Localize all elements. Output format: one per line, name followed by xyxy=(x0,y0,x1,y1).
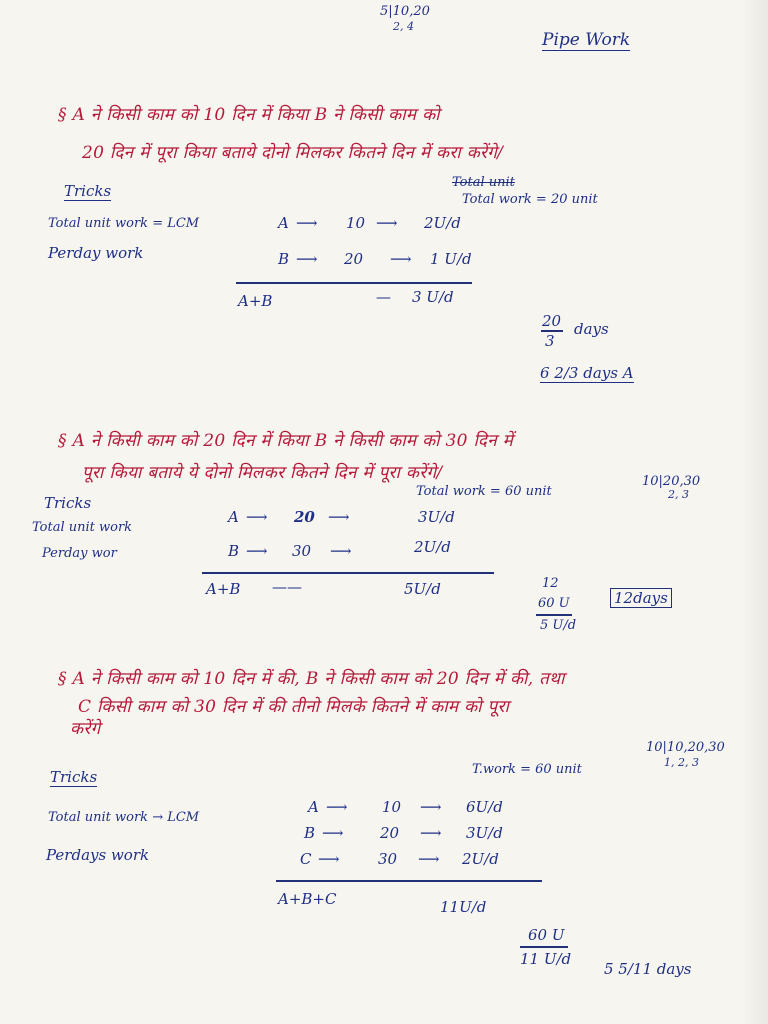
q3-row-b-rate: 3U/d xyxy=(466,824,503,842)
q1-row-a-rate: 2U/d xyxy=(424,214,461,232)
arrow-icon: ⟶ xyxy=(246,542,268,560)
q2-sum-label: A+B xyxy=(206,580,241,598)
q1-total-unit-strike: Total unit xyxy=(452,175,515,190)
arrow-icon: ⟶ xyxy=(322,824,344,842)
q1-tricks-label: Tricks xyxy=(64,182,112,200)
q3-answer: 5 5/11 days xyxy=(604,960,692,978)
q2-lcm-sub: 2, 3 xyxy=(668,488,689,501)
q1-question-line2: 20 दिन में पूरा किया बताये दोनो मिलकर कितने दिन में करा करेंगे/ xyxy=(82,143,504,163)
q2-perday-work: Perday wor xyxy=(42,546,117,561)
q1-row-b-days: 20 xyxy=(344,250,364,268)
q1-total-work: Total work = 20 unit xyxy=(462,192,598,207)
fraction-bar xyxy=(520,946,568,948)
q3-perday-work: Perdays work xyxy=(46,846,150,864)
q3-sum-rate: 11U/d xyxy=(440,898,487,916)
sum-rule xyxy=(202,572,494,574)
q1-perday-work: Perday work xyxy=(48,244,144,262)
q2-total-unit-work: Total unit work xyxy=(32,520,133,535)
q3-total-unit-work: Total unit work → LCM xyxy=(48,810,200,825)
q2-sum-rate: 5U/d xyxy=(404,580,441,598)
q3-lcm-calc: 10|10,20,30 xyxy=(646,740,725,755)
q3-sum-label: A+B+C xyxy=(278,890,337,908)
header-lcm-sub: 2, 4 xyxy=(393,20,414,33)
arrow-icon: ⟶ xyxy=(296,250,318,268)
arrow-icon: ⟶ xyxy=(376,214,398,232)
q3-question-line3: करेंगे xyxy=(70,719,101,739)
q1-sum-rate: 3 U/d xyxy=(412,288,454,306)
arrow-icon: ⟶ xyxy=(330,542,352,560)
q2-total-work: Total work = 60 unit xyxy=(416,484,552,499)
q1-row-b-name: B xyxy=(278,250,290,268)
q3-row-a-rate: 6U/d xyxy=(466,798,503,816)
q1-answer-fraction-unit: days xyxy=(574,320,609,338)
q1-row-a-days: 10 xyxy=(346,214,366,232)
q1-answer-fraction-den: 3 xyxy=(545,332,555,350)
arrow-icon: ⟶ xyxy=(318,850,340,868)
arrow-icon: ⟶ xyxy=(420,824,442,842)
fraction-bar xyxy=(536,614,572,616)
q1-row-a-name: A xyxy=(278,214,289,232)
arrow-icon: ⟶ xyxy=(420,798,442,816)
q1-answer-fraction-num: 20 xyxy=(542,312,562,330)
q2-answer: 12days xyxy=(610,588,672,608)
q3-row-b-name: B xyxy=(304,824,316,842)
q3-row-b-days: 20 xyxy=(380,824,400,842)
q3-question-line2: C किसी काम को 30 दिन में की तीनो मिलके कितने में काम को पूरा xyxy=(78,697,510,717)
header-lcm-calc: 5|10,20 xyxy=(380,4,430,19)
q1-answer-mixed: 6 2/3 days A xyxy=(540,364,634,382)
arrow-icon: ⟶ xyxy=(418,850,440,868)
page-edge xyxy=(742,0,768,1024)
q2-row-b-days: 30 xyxy=(292,542,312,560)
q3-row-a-name: A xyxy=(308,798,319,816)
q2-lcm-calc: 10|20,30 xyxy=(642,474,701,489)
q3-row-a-days: 10 xyxy=(382,798,402,816)
q1-row-b-rate: 1 U/d xyxy=(430,250,472,268)
q2-question-line2: पूरा किया बताये ये दोनो मिलकर कितने दिन में पूरा करेंगे/ xyxy=(82,463,443,483)
q1-sum-label: A+B xyxy=(238,292,273,310)
topic-title: Pipe Work xyxy=(542,30,631,50)
q2-calc-bot: 5 U/d xyxy=(540,618,577,633)
dash-icon: — xyxy=(376,288,391,306)
q3-total-work: T.work = 60 unit xyxy=(472,762,582,777)
q3-tricks-label: Tricks xyxy=(50,768,98,786)
arrow-icon: ⟶ xyxy=(328,508,350,526)
sum-rule xyxy=(276,880,542,882)
q1-question-line1: § A ने किसी काम को 10 दिन में किया B ने किसी काम को xyxy=(58,105,440,125)
q3-row-c-days: 30 xyxy=(378,850,398,868)
q1-total-unit-work: Total unit work = LCM xyxy=(48,216,200,231)
q2-row-a-name: A xyxy=(228,508,239,526)
q2-row-a-days: 20 xyxy=(294,508,315,526)
q2-calc-mid: 60 U xyxy=(538,596,570,611)
q3-row-c-name: C xyxy=(300,850,312,868)
q2-question-line1: § A ने किसी काम को 20 दिन में किया B ने किसी काम को 30 दिन में xyxy=(58,431,514,451)
q3-lcm-sub: 1, 2, 3 xyxy=(664,756,699,769)
q3-question-line1: § A ने किसी काम को 10 दिन में की, B ने किसी काम को 20 दिन में की, तथा xyxy=(58,669,565,689)
arrow-icon: ⟶ xyxy=(326,798,348,816)
sum-rule xyxy=(236,282,472,284)
q3-row-c-rate: 2U/d xyxy=(462,850,499,868)
q2-row-a-rate: 3U/d xyxy=(418,508,455,526)
q3-calc-den: 11 U/d xyxy=(520,950,572,968)
q2-row-b-name: B xyxy=(228,542,240,560)
q2-row-b-rate: 2U/d xyxy=(414,538,451,556)
arrow-icon: ⟶ xyxy=(390,250,412,268)
arrow-icon: ⟶ xyxy=(246,508,268,526)
dash-icon: —— xyxy=(272,578,302,596)
q2-calc-top: 12 xyxy=(542,576,559,591)
arrow-icon: ⟶ xyxy=(296,214,318,232)
q2-tricks-label: Tricks xyxy=(44,494,92,512)
q3-calc-num: 60 U xyxy=(528,926,565,944)
